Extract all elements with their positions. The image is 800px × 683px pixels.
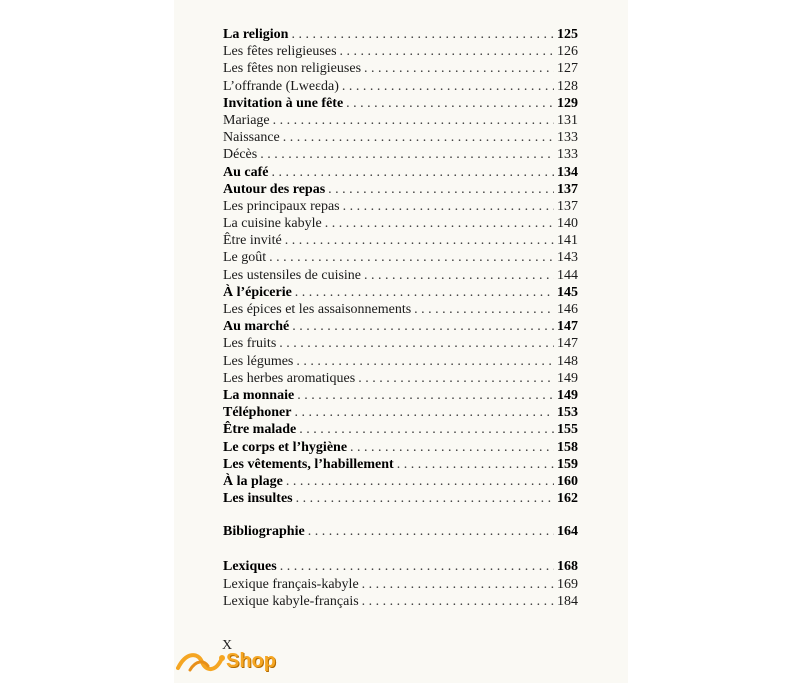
toc-entry: [223, 147, 578, 164]
toc-entry-page: 125: [557, 27, 578, 42]
dot-leader: [294, 405, 554, 421]
dot-leader: [362, 594, 554, 610]
toc-group-main: [223, 27, 578, 508]
toc-entry-page: 169: [557, 576, 578, 592]
logo-text: Shop: [226, 649, 276, 672]
toc-entry-label: L’offrande (Lweɛda): [223, 78, 339, 94]
toc-entry: [223, 405, 578, 422]
toc-entry-page: 158: [557, 439, 578, 455]
toc-entry: [223, 165, 578, 182]
toc-entry: [223, 199, 578, 216]
toc-entry: [223, 491, 578, 508]
toc-entry: [223, 250, 578, 267]
toc-entry-page: 144: [557, 267, 578, 283]
toc-entry: [223, 182, 578, 199]
toc-entry-page: 184: [557, 593, 578, 609]
toc-entry: [223, 61, 578, 78]
dot-leader: [328, 182, 554, 198]
dot-leader: [283, 130, 554, 146]
toc-entry-label: Bibliographie: [223, 524, 305, 540]
toc-entry-label: Les vêtements, l’habillement: [223, 456, 394, 472]
toc-entry-label: Les fruits: [223, 336, 277, 352]
dot-leader: [346, 96, 554, 112]
toc-entry-label: Au café: [223, 164, 269, 180]
toc-entry: [223, 285, 578, 302]
dot-leader: [272, 165, 555, 181]
dot-leader: [297, 388, 554, 404]
toc-entry-label: Les fêtes religieuses: [223, 44, 337, 60]
toc-entry-page: 126: [557, 44, 578, 60]
toc-entry-label: Mariage: [223, 112, 270, 128]
toc-entry: [223, 96, 578, 113]
dot-leader: [414, 302, 554, 318]
dot-leader: [285, 233, 554, 249]
toc-entry-label: Naissance: [223, 130, 280, 146]
toc-entry-page: 131: [557, 112, 578, 128]
dot-leader: [299, 422, 554, 438]
toc-entry-label: Lexique français-kabyle: [223, 576, 359, 592]
dot-leader: [358, 371, 554, 387]
toc-entry-page: 137: [557, 198, 578, 214]
toc-entry-page: 164: [557, 524, 578, 540]
toc-entry: [223, 440, 578, 457]
dot-leader: [273, 113, 554, 129]
toc-entry: [223, 44, 578, 61]
toc-entry-label: Les ustensiles de cuisine: [223, 267, 362, 283]
toc-entry-page: 133: [557, 147, 578, 163]
toc-entry-label: Les principaux repas: [223, 198, 340, 214]
dot-leader: [291, 27, 554, 43]
toc-entry: [223, 422, 578, 439]
toc-entry-label: Au marché: [223, 319, 290, 335]
toc-entry-label: Être invité: [223, 233, 282, 249]
toc-entry: [223, 130, 578, 147]
dot-leader: [269, 250, 554, 266]
dot-leader: [280, 559, 554, 575]
toc-entry-page: 148: [557, 353, 578, 369]
toc-entry-label: La monnaie: [223, 387, 295, 403]
toc-entry-label: Être malade: [223, 422, 297, 438]
toc-entry-page: 162: [557, 491, 578, 507]
swirl-logo-icon: [176, 646, 232, 676]
dot-leader: [325, 216, 554, 232]
toc-entry: [223, 524, 578, 541]
toc-entry-page: 147: [557, 319, 578, 335]
toc-entry-label: À l’épicerie: [223, 284, 292, 300]
dot-leader: [397, 457, 554, 473]
dot-leader: [362, 577, 554, 593]
toc-entry-page: 134: [557, 164, 578, 180]
toc-entry: [223, 27, 578, 44]
toc-entry: [223, 336, 578, 353]
toc-entry-label: Les herbes aromatiques: [223, 370, 356, 386]
toc-entry-page: 149: [557, 370, 578, 386]
dot-leader: [296, 354, 554, 370]
table-of-contents: [223, 27, 578, 611]
toc-entry-label: Téléphoner: [223, 405, 292, 421]
dot-leader: [340, 44, 554, 60]
toc-entry: [223, 371, 578, 388]
toc-entry: [223, 302, 578, 319]
dot-leader: [286, 474, 554, 490]
page-number: X: [222, 638, 233, 653]
toc-entry-label: Les épices et les assaisonnements: [223, 302, 412, 317]
toc-group-bibliography: [223, 524, 578, 541]
toc-entry-label: Les insultes: [223, 491, 293, 507]
toc-entry-page: 129: [557, 95, 578, 111]
toc-entry: [223, 559, 578, 576]
toc-entry: [223, 594, 578, 611]
toc-entry-page: 141: [557, 233, 578, 249]
toc-entry-page: 140: [557, 216, 578, 232]
toc-entry-label: Décès: [223, 147, 258, 163]
toc-entry-label: Le corps et l’hygiène: [223, 439, 348, 455]
dot-leader: [343, 199, 554, 215]
toc-entry-page: 146: [557, 302, 578, 317]
toc-entry-page: 155: [557, 422, 578, 438]
toc-entry-label: Lexiques: [223, 559, 277, 575]
dot-leader: [279, 336, 554, 352]
dot-leader: [260, 147, 554, 163]
toc-entry: [223, 268, 578, 285]
toc-entry: [223, 79, 578, 96]
toc-entry: [223, 319, 578, 336]
toc-entry-page: 147: [557, 336, 578, 352]
toc-entry-page: 153: [557, 405, 578, 421]
toc-entry-page: 137: [557, 181, 578, 197]
toc-entry: [223, 577, 578, 594]
dot-leader: [295, 285, 554, 301]
toc-entry-page: 160: [557, 473, 578, 489]
toc-entry: [223, 388, 578, 405]
dot-leader: [292, 319, 554, 335]
toc-entry-page: 159: [557, 456, 578, 472]
toc-entry: [223, 457, 578, 474]
toc-entry-label: La religion: [223, 27, 289, 42]
toc-entry-label: Invitation à une fête: [223, 95, 344, 111]
toc-entry-label: Les fêtes non religieuses: [223, 61, 362, 77]
toc-entry: [223, 233, 578, 250]
toc-entry-label: Lexique kabyle-français: [223, 593, 359, 609]
dot-leader: [364, 61, 554, 77]
toc-entry-page: 133: [557, 130, 578, 146]
toc-entry: [223, 474, 578, 491]
toc-entry-label: À la plage: [223, 473, 283, 489]
toc-entry-page: 168: [557, 559, 578, 575]
shop-logo[interactable]: [176, 646, 276, 676]
toc-group-lexicons: [223, 559, 578, 611]
toc-entry-page: 143: [557, 250, 578, 266]
toc-entry-label: Le goût: [223, 250, 267, 266]
toc-entry: [223, 354, 578, 371]
toc-entry-label: Les légumes: [223, 353, 294, 369]
dot-leader: [342, 79, 554, 95]
toc-entry-page: 145: [557, 284, 578, 300]
dot-leader: [350, 440, 554, 456]
toc-entry-page: 127: [557, 61, 578, 77]
toc-entry: [223, 216, 578, 233]
dot-leader: [364, 268, 554, 284]
dot-leader: [296, 491, 554, 507]
toc-entry-page: 128: [557, 78, 578, 94]
toc-entry-label: La cuisine kabyle: [223, 216, 322, 232]
toc-entry-label: Autour des repas: [223, 181, 326, 197]
toc-entry-page: 149: [557, 387, 578, 403]
toc-entry: [223, 113, 578, 130]
dot-leader: [308, 524, 554, 540]
